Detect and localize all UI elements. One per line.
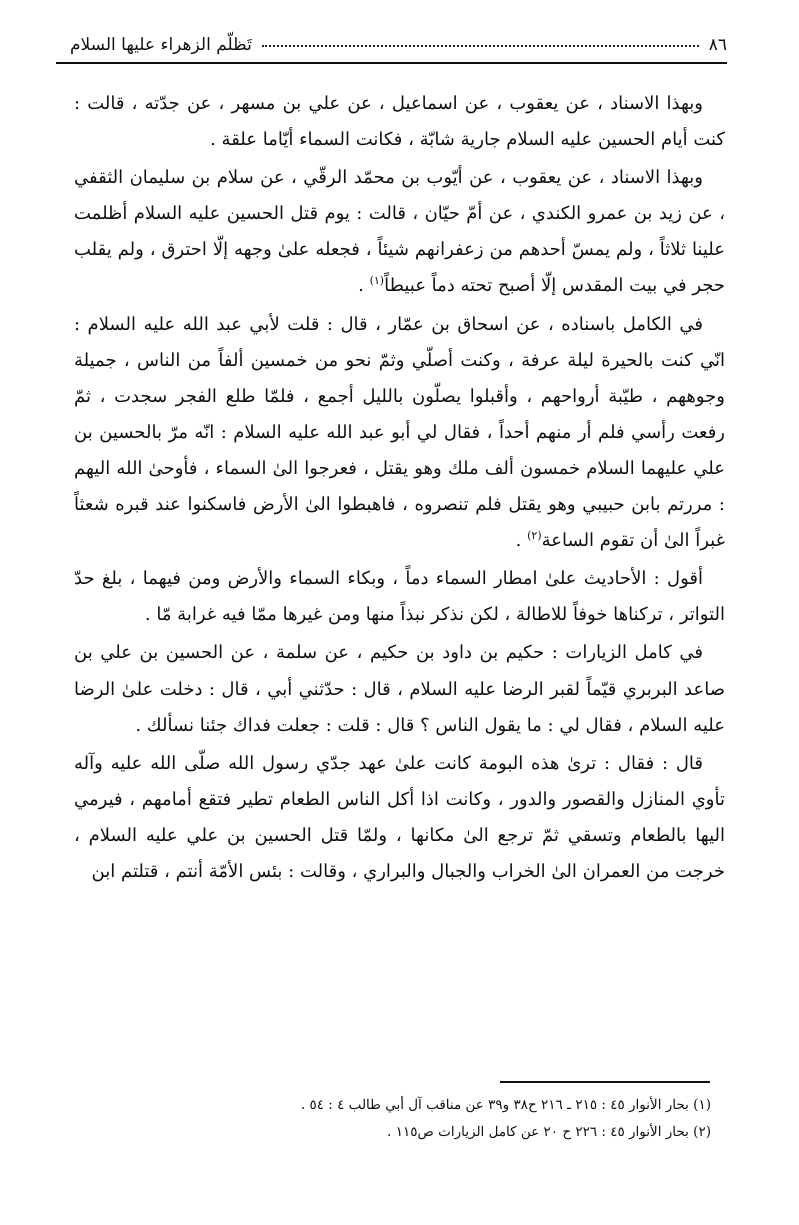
- footnote: (٢) بحار الأنوار ٤٥ : ٢٢٦ ح ٢٠ عن كامل الزيارات ص١١٥ .: [387, 1124, 711, 1140]
- page-number: ٨٦: [708, 35, 727, 55]
- paragraph: أقول : الأحاديث علىٰ امطار السماء دماً ، وبكاء السماء والأرض ومن فيهما ، بلغ حدّ التواتر ، تركناها خوفاً للاطالة ، لكن نذكر نبذاً منها ومن غيرها ممّا فيه غرابة مّا .: [74, 568, 725, 626]
- paragraph: في الكامل باسناده ، عن اسحاق بن عمّار ، قال : قلت لأبي عبد الله عليه السلام : انّي كنت بالحيرة ليلة عرفة ، وكنت أصلّي وثمّ نحو من خمسين ألفاً من الناس ، جميلة وجوههم ، طيّبة أرواحهم ، وأقبلوا يصلّون بالليل أجمع ، فلمّا طلع الفجر سجدت ، ثمّ رفعت رأسي فلم أر منهم أحداً ، فقال لي أبو عبد الله عليه السلام : انّه مرّ بالحسين بن علي عليهما السلام خمسون ألف ملك وهو يقتل ، فعرجوا الىٰ السماء ، فأوحىٰ الله اليهم : مررتم بابن حبيبي وهو يقتل فلم تنصروه ، فاهبطوا الىٰ الأرض فاسكنوا عند قبره شعثاً غبراً الىٰ أن تقوم الساعة$^{(٢)}$ .: [74, 313, 725, 552]
- header-rule: [56, 62, 727, 64]
- footnote: (١) بحار الأنوار ٤٥ : ٢١٥ ـ ٢١٦ ح٣٨ و٣٩ عن مناقب آل أبي طالب ٤ : ٥٤ .: [300, 1097, 711, 1113]
- footnote-rule: [500, 1081, 710, 1083]
- paragraph: في كامل الزيارات : حكيم بن داود بن حكيم ، عن سلمة ، عن الحسين بن علي بن صاعد البربري قيّماً لقبر الرضا عليه السلام ، قال : حدّثني أبي ، قال : دخلت علىٰ الرضا عليه السلام ، فقال لي : ما يقول الناس ؟ قال : قلت : جعلت فداك جئنا نسألك .: [74, 642, 725, 736]
- body-text: [74, 86, 725, 890]
- running-header: [70, 30, 727, 60]
- footnote-ref[interactable]: (١): [369, 274, 385, 288]
- paragraph: قال : فقال : ترىٰ هذه البومة كانت علىٰ عهد جدّي رسول الله صلّى الله عليه وآله تأوي المنازل والقصور والدور ، وكانت اذا أكل الناس الطعام تطير فتقع أمامهم ، فيرمي اليها بالطعام وتسقي ثمّ ترجع الىٰ مكانها ، ولمّا قتل الحسين بن علي عليه السلام ، خرجت من العمران الىٰ الخراب والجبال والبراري ، وقالت : بئس الأمّة أنتم ، قتلتم ابن: [74, 752, 725, 882]
- paragraph: وبهذا الاسناد ، عن يعقوب ، عن اسماعيل ، عن علي بن مسهر ، عن جدّته ، قالت : كنت أيام الحسين عليه السلام جارية شابّة ، فكانت السماء أيّاما علقة .: [74, 93, 725, 151]
- footnote-ref[interactable]: (٢): [527, 529, 542, 543]
- header-dotted-leader: [262, 44, 699, 47]
- running-title: تَظلّم الزهراء عليها السلام: [70, 35, 252, 55]
- paragraph: وبهذا الاسناد ، عن يعقوب ، عن أيّوب بن محمّد الرقّي ، عن سلام بن سليمان الثقفي ، عن زيد بن عمرو الكندي ، عن أمّ حيّان ، قالت : يوم قتل الحسين عليه السلام أظلمت علينا ثلاثاً ، ولم يمسّ أحدهم من زعفرانهم شيئاً ، فجعله علىٰ وجهه إلّا احترق ، ولم يقلب حجر في بيت المقدس إلّا أصبح تحته دماً عبيطاً$^{(١)}$ .: [74, 167, 725, 297]
- footnotes: [74, 1092, 711, 1146]
